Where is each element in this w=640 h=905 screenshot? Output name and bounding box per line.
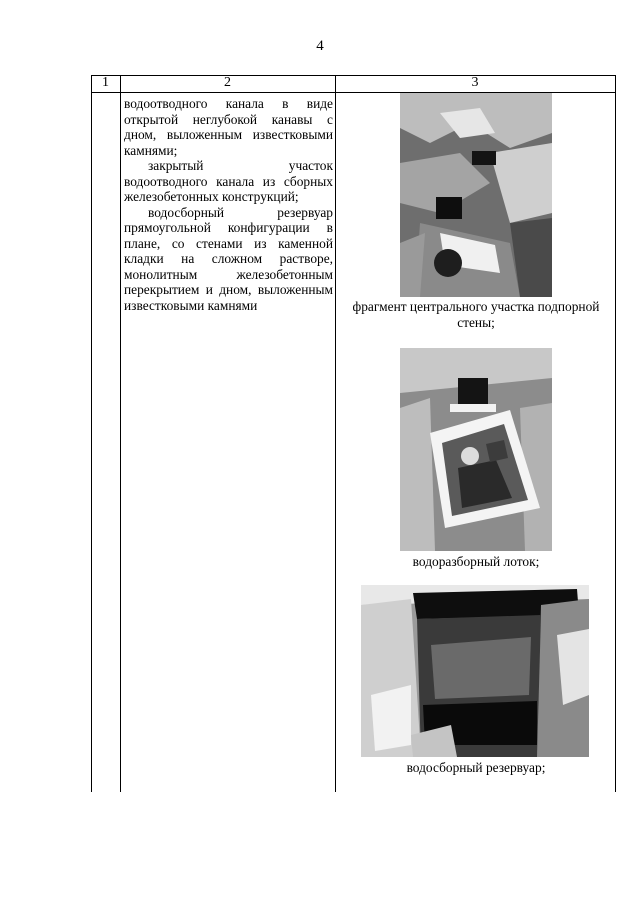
- caption-water-tray: водоразборный лоток;: [412, 554, 540, 569]
- photo-water-tray: [400, 348, 552, 551]
- photo-retaining-wall: [400, 93, 552, 297]
- caption-retaining-wall: фрагмент центрального участка подпорной стены;: [352, 299, 600, 330]
- table-right-border: [615, 75, 616, 792]
- paragraph-open-channel: водоотводного канала в виде открытой неглубокой канавы с дном, выложенным известковыми камнями;: [124, 96, 333, 158]
- header-col-2: 2: [224, 75, 231, 90]
- column-divider-1: [120, 75, 121, 792]
- paragraph-reservoir: водосборный резервуар прямоугольной конфигурации в плане, со стенами из каменной кладки на сложном растворе, монолитным железобетонным перекрытием и дном, выложенным известковыми камнями: [124, 204, 333, 313]
- header-col-1: 1: [102, 75, 109, 90]
- paragraph-closed-channel: закрытый участок водоотводного канала из сборных железобетонных конструкций;: [124, 158, 333, 204]
- document-table: [91, 75, 616, 792]
- description-cell: [124, 96, 333, 313]
- column-divider-2: [335, 75, 336, 792]
- page-number: 4: [316, 38, 324, 54]
- header-col-3: 3: [471, 75, 479, 90]
- photo-reservoir: [361, 585, 589, 757]
- table-left-border: [91, 75, 92, 792]
- caption-reservoir: водосборный резервуар;: [406, 760, 546, 775]
